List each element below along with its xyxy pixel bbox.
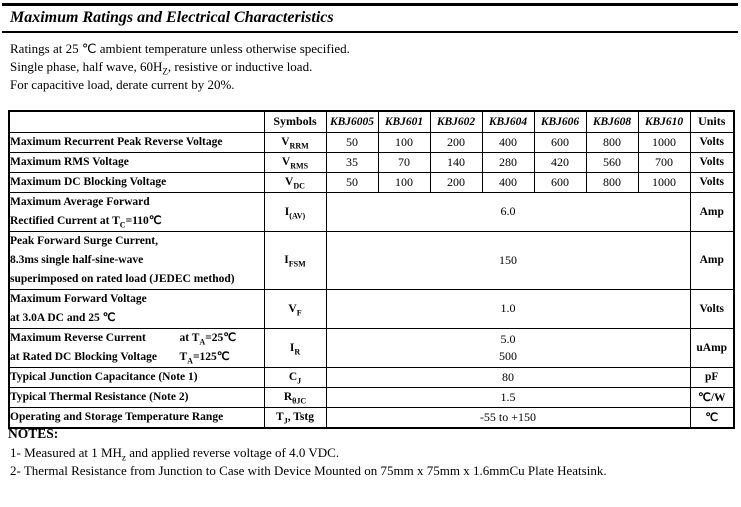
symbol-cell: $I_{(AV)}$ [264, 192, 326, 231]
unit-cell: Volts [690, 132, 734, 152]
symbol-cell: $V_F$ [264, 289, 326, 328]
symbol-cell: $I_{FSM}$ [264, 231, 326, 289]
header-cell-part: KBJ604 [482, 111, 534, 132]
value-cell: 200 [430, 132, 482, 152]
top-divider [2, 3, 738, 6]
table-row [9, 172, 734, 192]
unit-cell: Volts [690, 152, 734, 172]
merged-value-cell: 6.0 [326, 192, 690, 231]
intro-text [10, 40, 350, 94]
table-row [9, 289, 734, 328]
table-row [9, 152, 734, 172]
unit-cell: Volts [690, 289, 734, 328]
value-cell: 400 [482, 132, 534, 152]
header-cell-units: Units [690, 111, 734, 132]
header-cell-part: KBJ6005 [326, 111, 378, 132]
value-cell: 560 [586, 152, 638, 172]
value-cell: 600 [534, 132, 586, 152]
merged-value-cell: 150 [326, 231, 690, 289]
intro-line: Ratings at 25 ℃ ambient temperature unless otherwise specified. [10, 41, 350, 56]
value-cell: 800 [586, 132, 638, 152]
param-cell: Typical Junction Capacitance (Note 1) [9, 367, 264, 387]
symbol-cell: $I_R$ [264, 328, 326, 367]
title-divider [2, 31, 738, 33]
notes-list [10, 444, 607, 480]
symbol-cell: $T_J$, Tstg [264, 407, 326, 428]
header-cell-part: KBJ608 [586, 111, 638, 132]
param-cell: Typical Thermal Resistance (Note 2) [9, 387, 264, 407]
param-cell: Maximum RMS Voltage [9, 152, 264, 172]
notes-heading: NOTES: [8, 426, 59, 441]
merged-value-cell: 80 [326, 367, 690, 387]
table-row [9, 328, 734, 367]
value-cell: 1000 [638, 132, 690, 152]
note-item: 1- Measured at 1 $MH_z$ and applied reverse voltage of 4.0 VDC. [10, 445, 340, 463]
unit-cell: ℃/W [690, 387, 734, 407]
value-cell: 70 [378, 152, 430, 172]
header-cell-part: KBJ606 [534, 111, 586, 132]
param-cell: Maximum DC Blocking Voltage [9, 172, 264, 192]
merged-value-cell: 1.0 [326, 289, 690, 328]
value-cell: 35 [326, 152, 378, 172]
value-cell: 600 [534, 172, 586, 192]
merged-value-cell: 1.5 [326, 387, 690, 407]
param-cell: Operating and Storage Temperature Range [9, 407, 264, 428]
intro-line: Single phase, half wave, $60H_Z$, resistive or inductive load. [10, 59, 313, 77]
symbol-cell: $C_J$ [264, 367, 326, 387]
value-cell: 100 [378, 172, 430, 192]
value-cell: 800 [586, 172, 638, 192]
symbol-cell: $V_{RMS}$ [264, 152, 326, 172]
value-cell: 100 [378, 132, 430, 152]
page-title: Maximum Ratings and Electrical Characteristics [10, 9, 334, 26]
table-row [9, 192, 734, 231]
symbol-cell: $V_{DC}$ [264, 172, 326, 192]
table-row [9, 132, 734, 152]
value-cell: 1000 [638, 172, 690, 192]
value-cell: 140 [430, 152, 482, 172]
unit-cell: Amp [690, 231, 734, 289]
param-cell: Maximum Forward Voltage at 3.0A DC and 25 ℃ [9, 289, 264, 328]
param-cell: Maximum Recurrent Peak Reverse Voltage [9, 132, 264, 152]
param-cell: Maximum Average Forward Rectified Current at $T_C=110℃$ [9, 192, 264, 231]
value-cell: 280 [482, 152, 534, 172]
ratings-table [8, 110, 735, 429]
header-cell-part: KBJ601 [378, 111, 430, 132]
param-cell: Peak Forward Surge Current, 8.3ms single half-sine-wave superimposed on rated load (JEDEC method) [9, 231, 264, 289]
header-cell-blank [9, 111, 264, 132]
value-cell: 200 [430, 172, 482, 192]
table-row [9, 387, 734, 407]
unit-cell: pF [690, 367, 734, 387]
value-cell: 400 [482, 172, 534, 192]
ratings-table-wrap [8, 110, 735, 429]
intro-line: For capacitive load, derate current by 20%. [10, 77, 235, 92]
value-cell: 420 [534, 152, 586, 172]
param-cell: Maximum Reverse Current at $T_A=25℃$ at Rated DC Blocking Voltage $T_A=125℃$ [9, 328, 264, 367]
symbol-cell: $V_{RRM}$ [264, 132, 326, 152]
symbol-cell: $R_{\theta JC}$ [264, 387, 326, 407]
merged-value-cell: 5.0 500 [326, 328, 690, 367]
header-cell-part: KBJ610 [638, 111, 690, 132]
table-row [9, 231, 734, 289]
header-cell-symbols: Symbols [264, 111, 326, 132]
unit-cell: uAmp [690, 328, 734, 367]
note-item: 2- Thermal Resistance from Junction to Case with Device Mounted on 75mm x 75mm x 1.6mmCu Plate Heatsink. [10, 463, 607, 478]
table-row [9, 367, 734, 387]
value-cell: 50 [326, 172, 378, 192]
table-row [9, 407, 734, 428]
value-cell: 700 [638, 152, 690, 172]
merged-value-cell: -55 to +150 [326, 407, 690, 428]
value-cell: 50 [326, 132, 378, 152]
unit-cell: ℃ [690, 407, 734, 428]
header-cell-part: KBJ602 [430, 111, 482, 132]
unit-cell: Amp [690, 192, 734, 231]
unit-cell: Volts [690, 172, 734, 192]
